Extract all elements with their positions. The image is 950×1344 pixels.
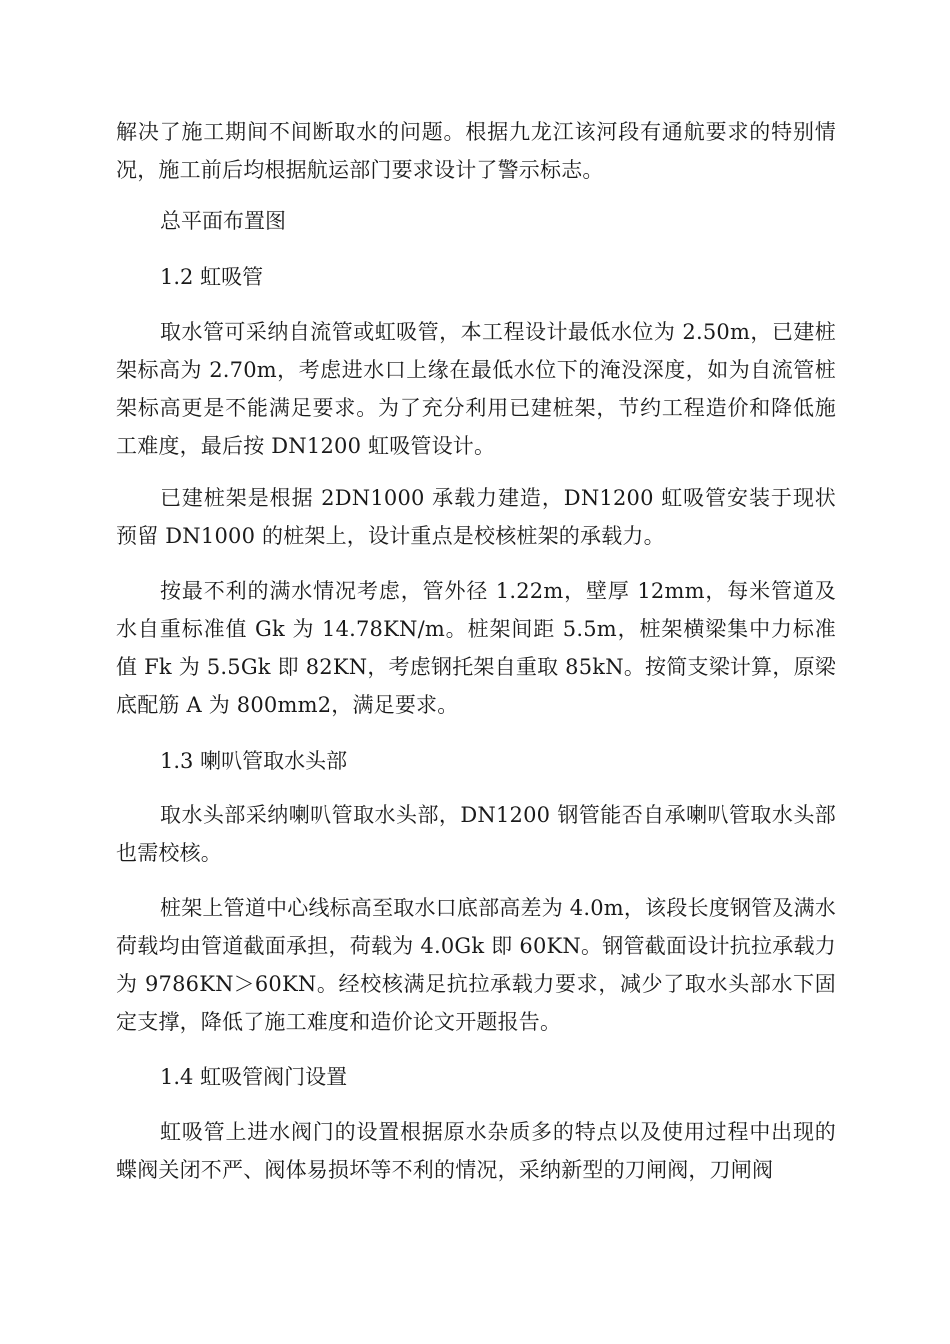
heading-siphon-pipe: 1.2 虹吸管 — [160, 265, 264, 289]
paragraph-valve-setup: 虹吸管上进水阀门的设置根据原水杂质多的特点以及使用过程中出现的蝶阀关闭不严、阀体易损坏等不利的情况，采纳新型的刀闸阀，刀闸阀 — [116, 1120, 836, 1182]
paragraph-tension-check: 桩架上管道中心线标高至取水口底部高差为 4.0m，该段长度钢管及满水荷载均由管道截面承担，荷载为 4.0Gk 即 60KN。钢管截面设计抗拉承载力为 9786KN＞60KN。经校核满足抗拉承载力要求，减少了取水头部水下固定支撑，降低了施工难度和造价论文开题报告。 — [116, 896, 836, 1034]
paragraph-siphon-design: 取水管可采纳自流管或虹吸管，本工程设计最低水位为 2.50m，已建桩架标高为 2.70m，考虑进水口上缘在最低水位下的淹没深度，如为自流管桩架标高更是不能满足要求。为了充分利用已建桩架，节约工程造价和降低施工难度，最后按 DN1200 虹吸管设计。 — [116, 320, 836, 458]
heading-layout-plan: 总平面布置图 — [160, 209, 286, 233]
paragraph-bell-intake: 取水头部采纳喇叭管取水头部，DN1200 钢管能否自承喇叭管取水头部也需校核。 — [116, 803, 836, 865]
paragraph-intro: 解决了施工期间不间断取水的问题。根据九龙江该河段有通航要求的特别情况，施工前后均根据航运部门要求设计了警示标志。 — [116, 120, 836, 182]
paragraph-load-calculation: 按最不利的满水情况考虑，管外径 1.22m，壁厚 12mm，每米管道及水自重标准值 Gk 为 14.78KN/m。桩架间距 5.5m，桩架横梁集中力标准值 Fk 为 5.5Gk 即 82KN，考虑钢托架自重取 85kN。按简支梁计算，原梁底配筋 A 为 800mm2，满足要求。 — [116, 579, 836, 717]
heading-valve-setup: 1.4 虹吸管阀门设置 — [160, 1065, 348, 1089]
heading-bell-intake: 1.3 喇叭管取水头部 — [160, 749, 348, 773]
paragraph-pile-frame: 已建桩架是根据 2DN1000 承载力建造，DN1200 虹吸管安装于现状预留 DN1000 的桩架上，设计重点是校核桩架的承载力。 — [116, 486, 836, 548]
